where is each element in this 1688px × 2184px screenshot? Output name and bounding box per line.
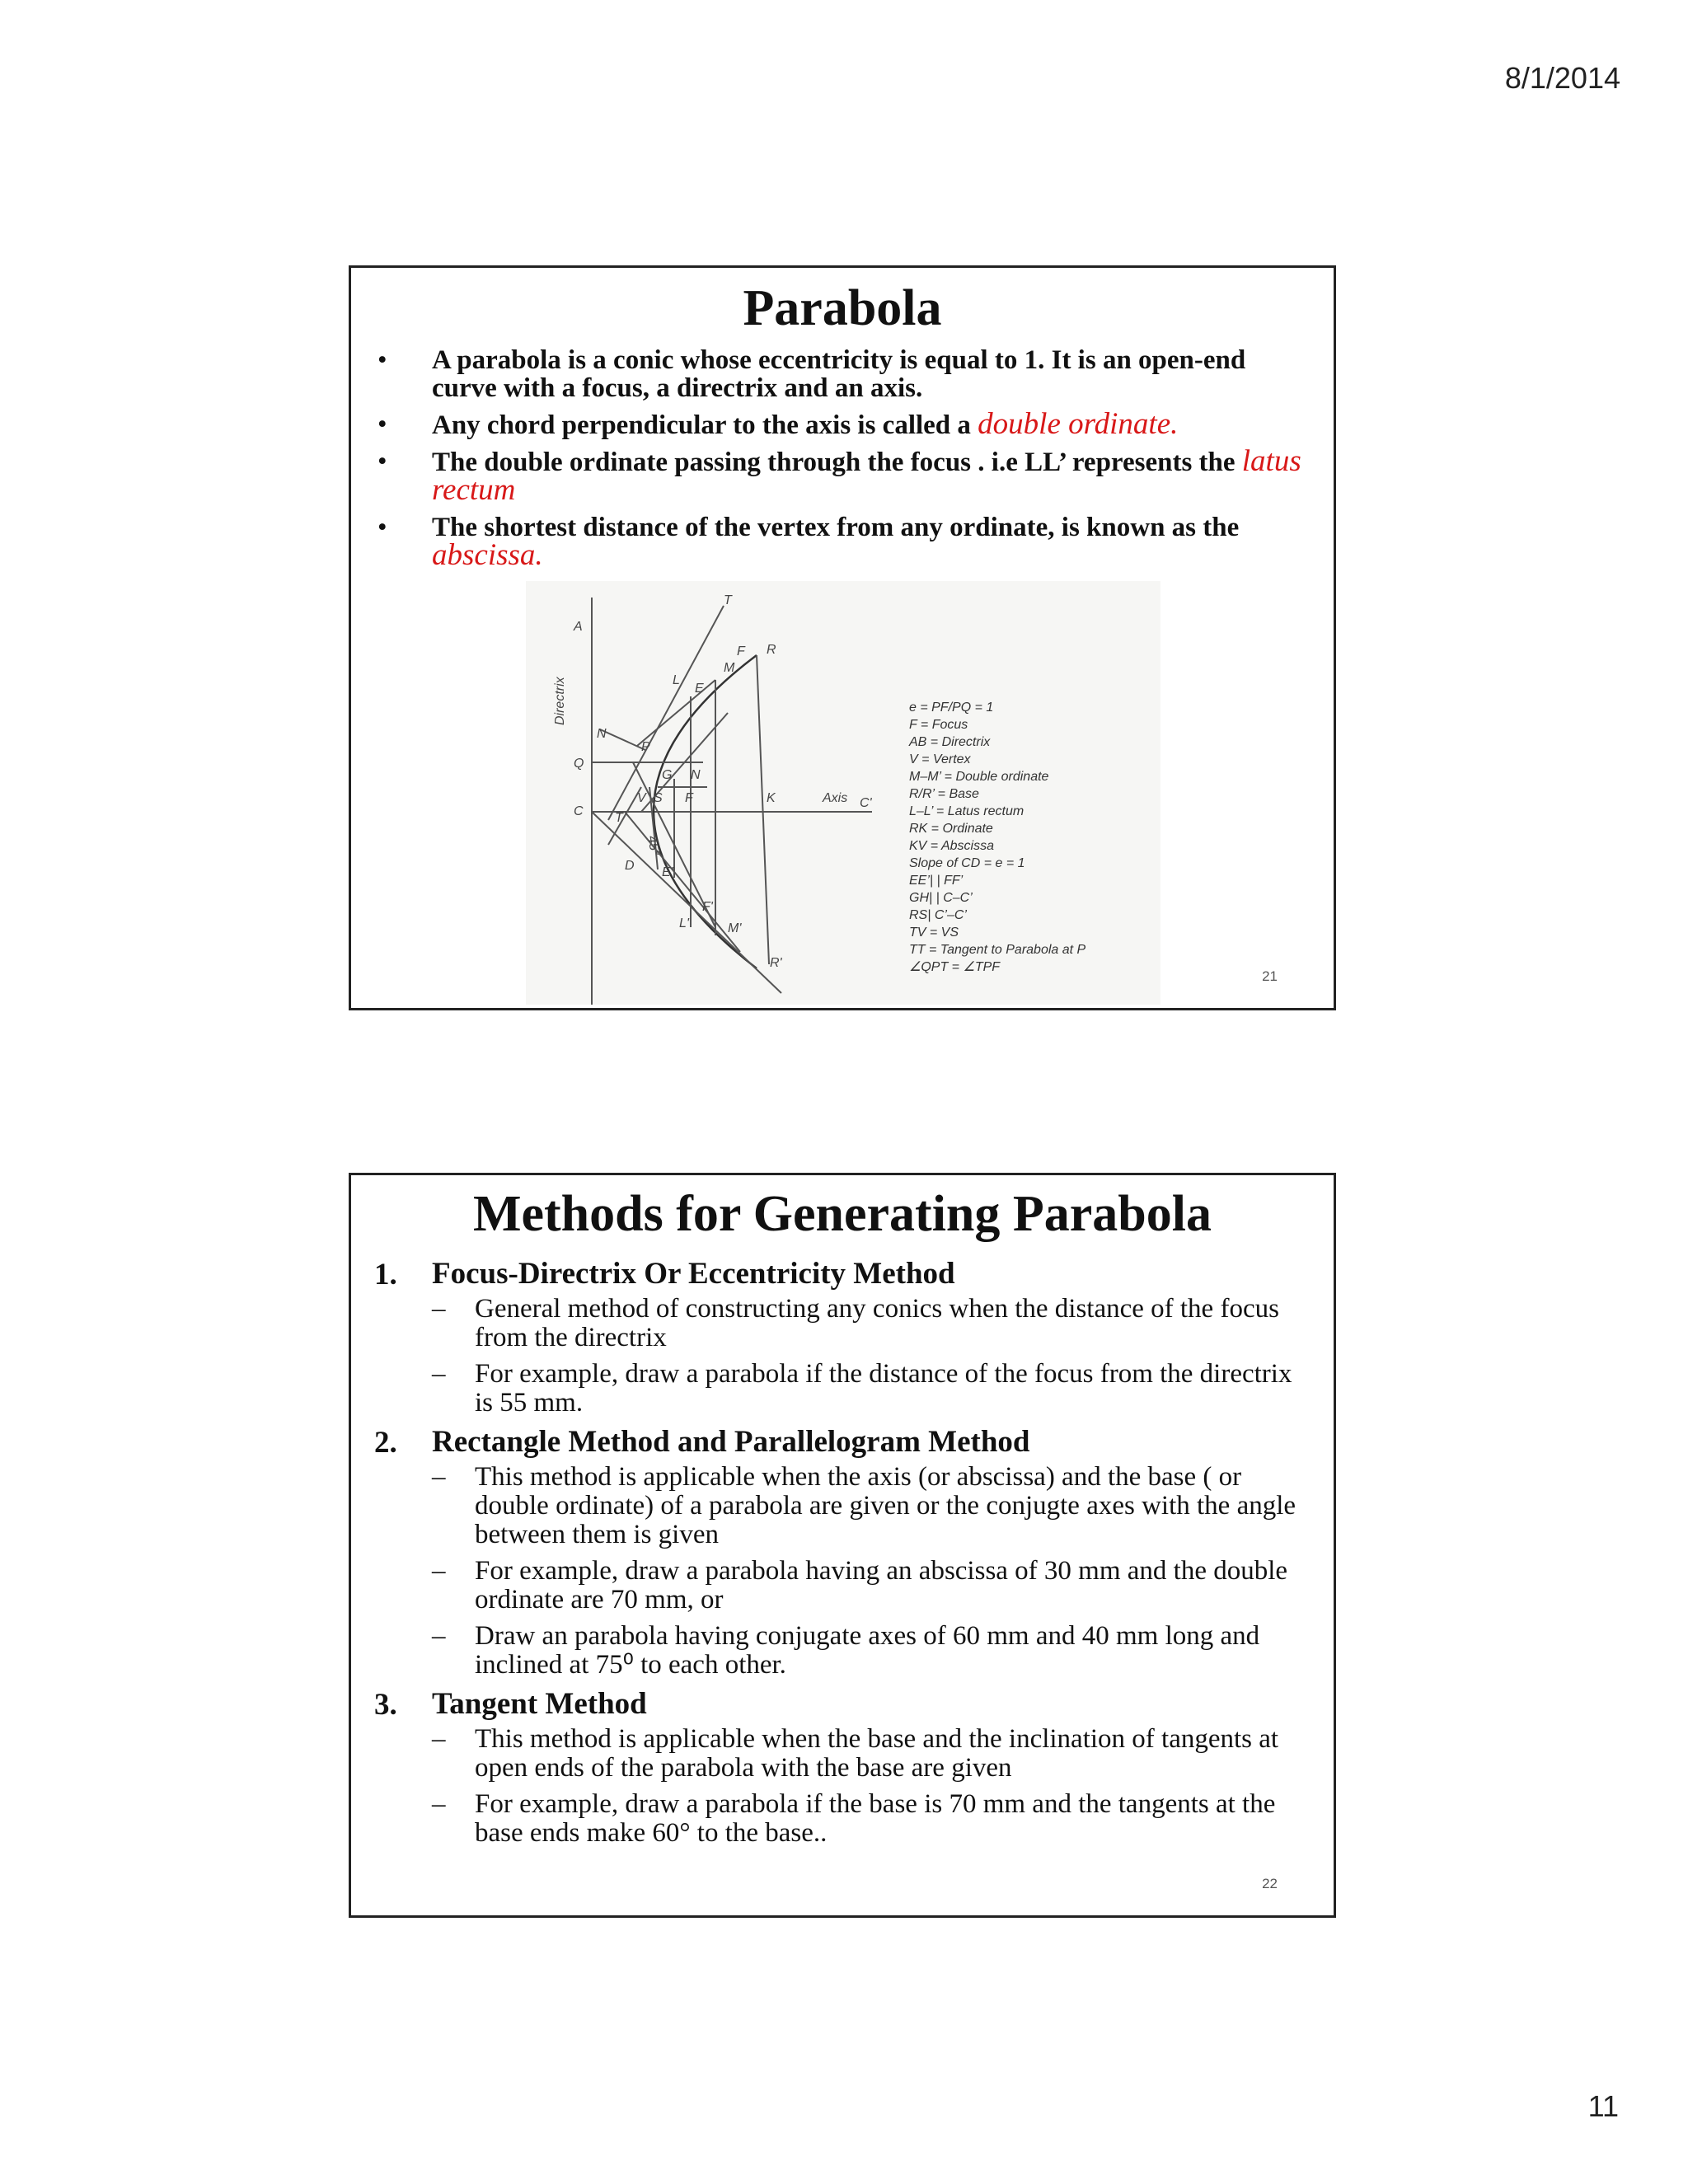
bullet-icon: •: [377, 447, 387, 476]
bullet-list: [351, 346, 1334, 570]
label-M: M: [724, 661, 735, 675]
label-L: L: [673, 673, 680, 687]
label-directrix: Directrix: [553, 677, 567, 725]
legend-item: GH| | C–C’: [909, 891, 973, 905]
method-detail: – For example, draw a parabola if the distance of the focus from the directrix is 55 mm.: [432, 1359, 1292, 1418]
label-C-prime: C': [860, 796, 872, 810]
label-F-top: F: [737, 644, 745, 658]
page-number: 11: [1587, 2089, 1619, 2123]
method-number: 3.: [374, 1688, 397, 1722]
bullet-item: • A parabola is a conic whose eccentricity is equal to 1. It is an open-end curve with a focus, a directrix and an axis.: [377, 345, 1246, 403]
label-C: C: [574, 804, 584, 818]
legend-item: RS| C’–C’: [909, 908, 967, 922]
dash-icon: –: [432, 1294, 446, 1324]
label-F: F: [685, 791, 693, 805]
dash-icon: –: [432, 1789, 446, 1819]
label-R-prime: R': [770, 956, 782, 970]
slide-number: 21: [1262, 968, 1278, 984]
method-item: [351, 1257, 1334, 1418]
label-angle: 45°: [645, 834, 663, 857]
label-axis: Axis: [823, 791, 848, 805]
slide-methods: [349, 1173, 1336, 1918]
term-latus-rectum: latus rectum: [432, 444, 1301, 507]
legend-item: L–L’ = Latus rectum: [909, 804, 1025, 818]
dash-icon: –: [432, 1621, 446, 1651]
label-F-prime: F': [702, 900, 713, 914]
legend-item: ∠QPT = ∠TPF: [909, 960, 1001, 974]
bullet-item: • The shortest distance of the vertex from any ordinate, is known as the abscissa.: [377, 513, 1240, 572]
dash-icon: –: [432, 1359, 446, 1389]
method-number: 1.: [374, 1258, 397, 1291]
legend-item: EE’| | FF’: [909, 874, 964, 888]
method-detail: – For example, draw a parabola if the base is 70 mm and the tangents at the base ends make 60° to the base..: [432, 1789, 1276, 1848]
label-E: E: [695, 682, 704, 696]
legend-item: RK = Ordinate: [909, 822, 993, 836]
label-V: V: [637, 791, 646, 805]
legend-item: Slope of CD = e = 1: [909, 856, 1025, 870]
parabola-diagram: [526, 581, 1160, 1005]
base-line: [757, 655, 769, 964]
label-N2: N: [691, 768, 701, 782]
legend-item: KV = Abscissa: [909, 839, 995, 853]
legend-item: e = PF/PQ = 1: [909, 701, 994, 715]
slope-line: [592, 812, 781, 993]
legend-item: M–M’ = Double ordinate: [909, 770, 1049, 784]
bullet-item: • Any chord perpendicular to the axis is called a double ordinate.: [377, 407, 1179, 441]
slide-title: Methods for Generating Parabola: [472, 1186, 1212, 1242]
method-details: [432, 1725, 1334, 1848]
method-number: 2.: [374, 1426, 397, 1460]
slide-title: Parabola: [743, 280, 942, 336]
term-double-ordinate: double ordinate.: [978, 407, 1179, 441]
label-S: S: [654, 791, 663, 805]
legend-item: F = Focus: [909, 718, 968, 732]
method-detail: – Draw an parabola having conjugate axes of 60 mm and 40 mm long and inclined at 75⁰ to each other.: [432, 1621, 1260, 1680]
header-date: 8/1/2014: [1504, 61, 1620, 95]
method-detail: – For example, draw a parabola having an abscissa of 30 mm and the double ordinate are 70 mm, or: [432, 1556, 1288, 1615]
bullet-icon: •: [377, 513, 387, 542]
bullet-item: • The double ordinate passing through the focus . i.e LL’ represents the latus rectum: [377, 444, 1301, 507]
method-title: Tangent Method: [432, 1687, 647, 1721]
method-item: [351, 1425, 1334, 1680]
dash-icon: –: [432, 1724, 446, 1754]
method-details: [432, 1463, 1334, 1680]
label-K: K: [767, 791, 776, 805]
label-R: R: [767, 643, 776, 657]
methods-list: [351, 1257, 1334, 1848]
label-T-top: T: [724, 593, 732, 607]
bullet-icon: •: [377, 410, 387, 439]
dash-icon: –: [432, 1556, 446, 1586]
label-N: N: [597, 727, 607, 741]
label-E-prime: E': [662, 865, 673, 879]
method-detail: – General method of constructing any conics when the distance of the focus from the directrix: [432, 1294, 1279, 1352]
slide-parabola: [349, 265, 1336, 1010]
label-D: D: [625, 859, 635, 873]
label-G: G: [662, 768, 673, 782]
method-title: Rectangle Method and Parallelogram Method: [432, 1425, 1030, 1459]
method-item: [351, 1687, 1334, 1848]
parabola-diagram-svg: [526, 581, 1160, 1005]
bullet-icon: •: [377, 345, 387, 375]
legend-item: AB = Directrix: [909, 735, 991, 749]
legend-item: R/R’ = Base: [909, 787, 979, 801]
slide-number: 22: [1262, 1876, 1278, 1891]
legend-item: TV = VS: [909, 926, 959, 940]
legend-item: TT = Tangent to Parabola at P: [909, 943, 1086, 957]
label-Q: Q: [574, 757, 584, 771]
label-P: P: [641, 740, 650, 754]
method-detail: – This method is applicable when the axis (or abscissa) and the base ( or double ordinate) of a parabola are given or the conjugte axes with the angle between them is given: [432, 1462, 1296, 1549]
term-abscissa: abscissa.: [432, 538, 543, 572]
method-detail: – This method is applicable when the base and the inclination of tangents at open ends of the parabola with the base are given: [432, 1724, 1279, 1783]
label-L-prime: L': [679, 916, 689, 930]
method-details: [432, 1295, 1334, 1418]
label-M-prime: M': [728, 921, 742, 935]
method-title: Focus-Directrix Or Eccentricity Method: [432, 1257, 955, 1291]
dash-icon: –: [432, 1462, 446, 1492]
label-T: T: [615, 811, 623, 825]
legend: [908, 701, 1086, 974]
legend-item: V = Vertex: [909, 752, 971, 766]
label-A: A: [574, 620, 583, 634]
